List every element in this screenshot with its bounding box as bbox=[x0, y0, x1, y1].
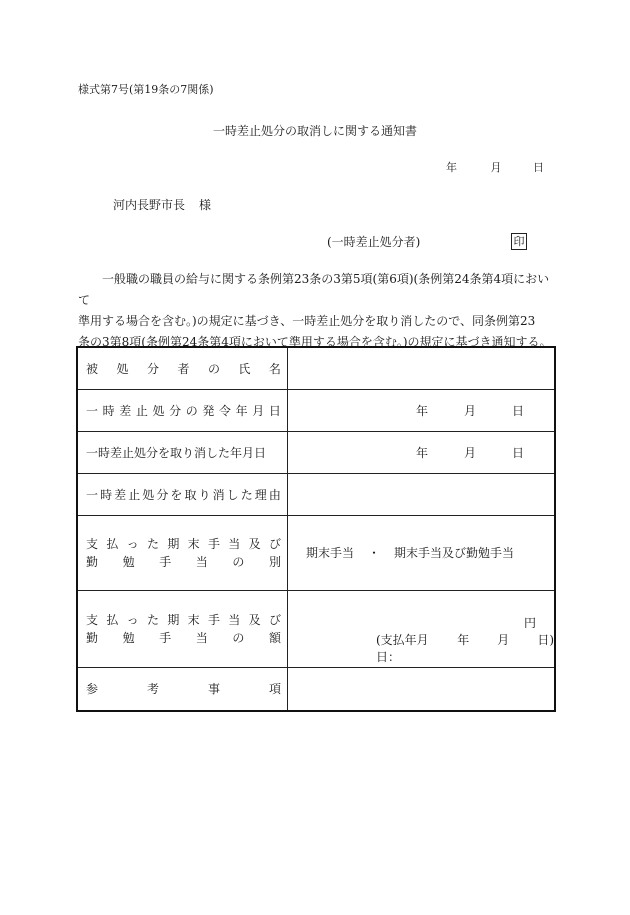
label-char: 勉 bbox=[122, 554, 135, 569]
label-char: 差 bbox=[114, 487, 127, 502]
paydate-month: 月 bbox=[497, 632, 510, 647]
label-char: 末 bbox=[187, 536, 200, 551]
label-char: 手 bbox=[207, 536, 220, 551]
date-day: 日 bbox=[533, 161, 544, 174]
label-allowance-type bbox=[77, 515, 288, 590]
label-char: 一 bbox=[86, 403, 99, 418]
label-char: 分 bbox=[156, 487, 169, 502]
label-char: 参 bbox=[86, 682, 99, 697]
label-char: 一 bbox=[86, 487, 99, 502]
honorific: 様 bbox=[199, 198, 212, 212]
label-char: 月 bbox=[252, 403, 265, 418]
value-remarks[interactable] bbox=[288, 667, 556, 711]
seal-mark: 印 bbox=[511, 233, 527, 250]
addressee bbox=[113, 198, 211, 212]
table-row-cancel-date bbox=[77, 431, 555, 473]
cancel-month: 月 bbox=[463, 445, 476, 460]
label-char: 支 bbox=[86, 536, 99, 551]
label-char: 令 bbox=[219, 403, 232, 418]
label-char: 払 bbox=[106, 536, 119, 551]
table-row-reason bbox=[77, 473, 555, 515]
label-char: り bbox=[198, 487, 211, 502]
label-text bbox=[86, 680, 281, 697]
label-allowance-amount bbox=[77, 590, 288, 667]
label-char: 者 bbox=[177, 361, 190, 376]
label-char: 処 bbox=[152, 403, 165, 418]
value-cancel-date[interactable] bbox=[288, 431, 556, 473]
label-cancel-date bbox=[77, 431, 288, 473]
label-char: 支 bbox=[86, 612, 99, 627]
paydate-day: 日) bbox=[537, 632, 554, 647]
value-order-date[interactable] bbox=[288, 389, 556, 431]
label-char: 額 bbox=[268, 630, 281, 645]
label-char: た bbox=[146, 612, 159, 627]
label-char: 被 bbox=[86, 361, 99, 376]
body-line-1: 一般職の職員の給与に関する条例第23条の3第5項(第6項)(条例第24条第4項において bbox=[78, 272, 550, 307]
label-char: 差 bbox=[119, 403, 132, 418]
date-month: 月 bbox=[490, 161, 502, 174]
label-char: 日 bbox=[268, 403, 281, 418]
option-separator: ・ bbox=[368, 546, 381, 560]
label-text: 一時差止処分を取り消した年月日 bbox=[86, 445, 267, 460]
table-row-name bbox=[77, 347, 555, 389]
label-line-1 bbox=[86, 611, 281, 629]
label-char: 期 bbox=[167, 536, 180, 551]
label-line-2 bbox=[86, 553, 281, 571]
label-char: 時 bbox=[100, 487, 113, 502]
label-char: 取 bbox=[184, 487, 197, 502]
value-recipient-name[interactable] bbox=[288, 347, 556, 389]
label-char: 勤 bbox=[86, 630, 99, 645]
body-line-2: 準用する場合を含む。)の規定に基づき、一時差止処分を取り消したので、同条例第23 bbox=[78, 314, 536, 328]
paydate-prefix: (支払年月日： bbox=[376, 632, 429, 664]
paydate-year: 年 bbox=[457, 632, 470, 647]
table-row-allowance-type bbox=[77, 515, 555, 590]
label-char: 分 bbox=[169, 403, 182, 418]
label-char: し bbox=[226, 487, 239, 502]
label-char: 及 bbox=[248, 612, 261, 627]
addressee-name: 河内長野市長 bbox=[113, 198, 186, 212]
form-number: 様式第7号(第19条の7関係) bbox=[78, 83, 214, 96]
label-char: び bbox=[268, 612, 281, 627]
label-char: 項 bbox=[268, 682, 281, 697]
value-cancel-reason[interactable] bbox=[288, 473, 556, 515]
label-line-2 bbox=[86, 629, 281, 647]
label-text bbox=[86, 360, 281, 377]
payment-date bbox=[376, 631, 554, 665]
date-year: 年 bbox=[446, 161, 457, 174]
label-char: 時 bbox=[102, 403, 115, 418]
label-remarks bbox=[77, 667, 288, 711]
document-title: 一時差止処分の取消しに関する通知書 bbox=[212, 124, 417, 138]
table-row-allowance-amount bbox=[77, 590, 555, 667]
label-char: 考 bbox=[146, 682, 159, 697]
label-char: 当 bbox=[195, 554, 208, 569]
label-char: の bbox=[232, 630, 245, 645]
label-order-date bbox=[77, 389, 288, 431]
issue-date bbox=[446, 161, 544, 174]
label-char: 勤 bbox=[86, 554, 99, 569]
label-char: 処 bbox=[142, 487, 155, 502]
label-recipient-name bbox=[77, 347, 288, 389]
label-char: 年 bbox=[235, 403, 248, 418]
label-char: 事 bbox=[207, 682, 220, 697]
label-char: 手 bbox=[159, 630, 172, 645]
label-char: 理 bbox=[254, 487, 267, 502]
body-text bbox=[78, 269, 556, 353]
label-cancel-reason bbox=[77, 473, 288, 515]
label-char: の bbox=[185, 403, 198, 418]
label-char: の bbox=[207, 361, 220, 376]
order-day: 日 bbox=[511, 403, 524, 418]
label-char: 期 bbox=[167, 612, 180, 627]
notification-table bbox=[76, 346, 556, 712]
label-char: 手 bbox=[159, 554, 172, 569]
label-char: 止 bbox=[128, 487, 141, 502]
official-label: (一時差止処分者) bbox=[327, 235, 421, 249]
option-term-end-and-diligence-allowance[interactable]: 期末手当及び勤勉手当 bbox=[394, 546, 515, 560]
yen-unit: 円 bbox=[523, 615, 536, 630]
label-char: 由 bbox=[268, 487, 281, 502]
cancel-year: 年 bbox=[415, 445, 428, 460]
label-char: 処 bbox=[116, 361, 129, 376]
table-row-remarks bbox=[77, 667, 555, 711]
label-char: 消 bbox=[212, 487, 225, 502]
value-allowance-type[interactable] bbox=[288, 515, 556, 590]
label-text bbox=[86, 486, 281, 503]
label-char: っ bbox=[126, 536, 139, 551]
label-char: 払 bbox=[106, 612, 119, 627]
body-line-3: 条の3第8項(条例第24条第4項において準用する場合を含む。)の規定に基づき通知する。 bbox=[78, 335, 552, 349]
order-year: 年 bbox=[415, 403, 428, 418]
label-char: 当 bbox=[228, 612, 241, 627]
label-char: 手 bbox=[207, 612, 220, 627]
label-char: 及 bbox=[248, 536, 261, 551]
label-char: 名 bbox=[268, 361, 281, 376]
label-char: 勉 bbox=[122, 630, 135, 645]
label-char: び bbox=[268, 536, 281, 551]
option-term-end-allowance[interactable]: 期末手当 bbox=[306, 546, 355, 560]
label-char: 末 bbox=[187, 612, 200, 627]
label-char: の bbox=[232, 554, 245, 569]
label-char: 当 bbox=[228, 536, 241, 551]
label-char: た bbox=[146, 536, 159, 551]
label-char: を bbox=[170, 487, 183, 502]
label-char: た bbox=[240, 487, 253, 502]
label-char: 分 bbox=[146, 361, 159, 376]
value-allowance-amount[interactable] bbox=[288, 590, 556, 667]
label-char: 当 bbox=[195, 630, 208, 645]
table-row-order-date bbox=[77, 389, 555, 431]
cancel-day: 日 bbox=[511, 445, 524, 460]
order-month: 月 bbox=[463, 403, 476, 418]
label-line-1 bbox=[86, 535, 281, 553]
label-char: 発 bbox=[202, 403, 215, 418]
label-char: 止 bbox=[135, 403, 148, 418]
label-char: 別 bbox=[268, 554, 281, 569]
label-text bbox=[86, 402, 281, 419]
label-char: 氏 bbox=[238, 361, 251, 376]
label-char: っ bbox=[126, 612, 139, 627]
